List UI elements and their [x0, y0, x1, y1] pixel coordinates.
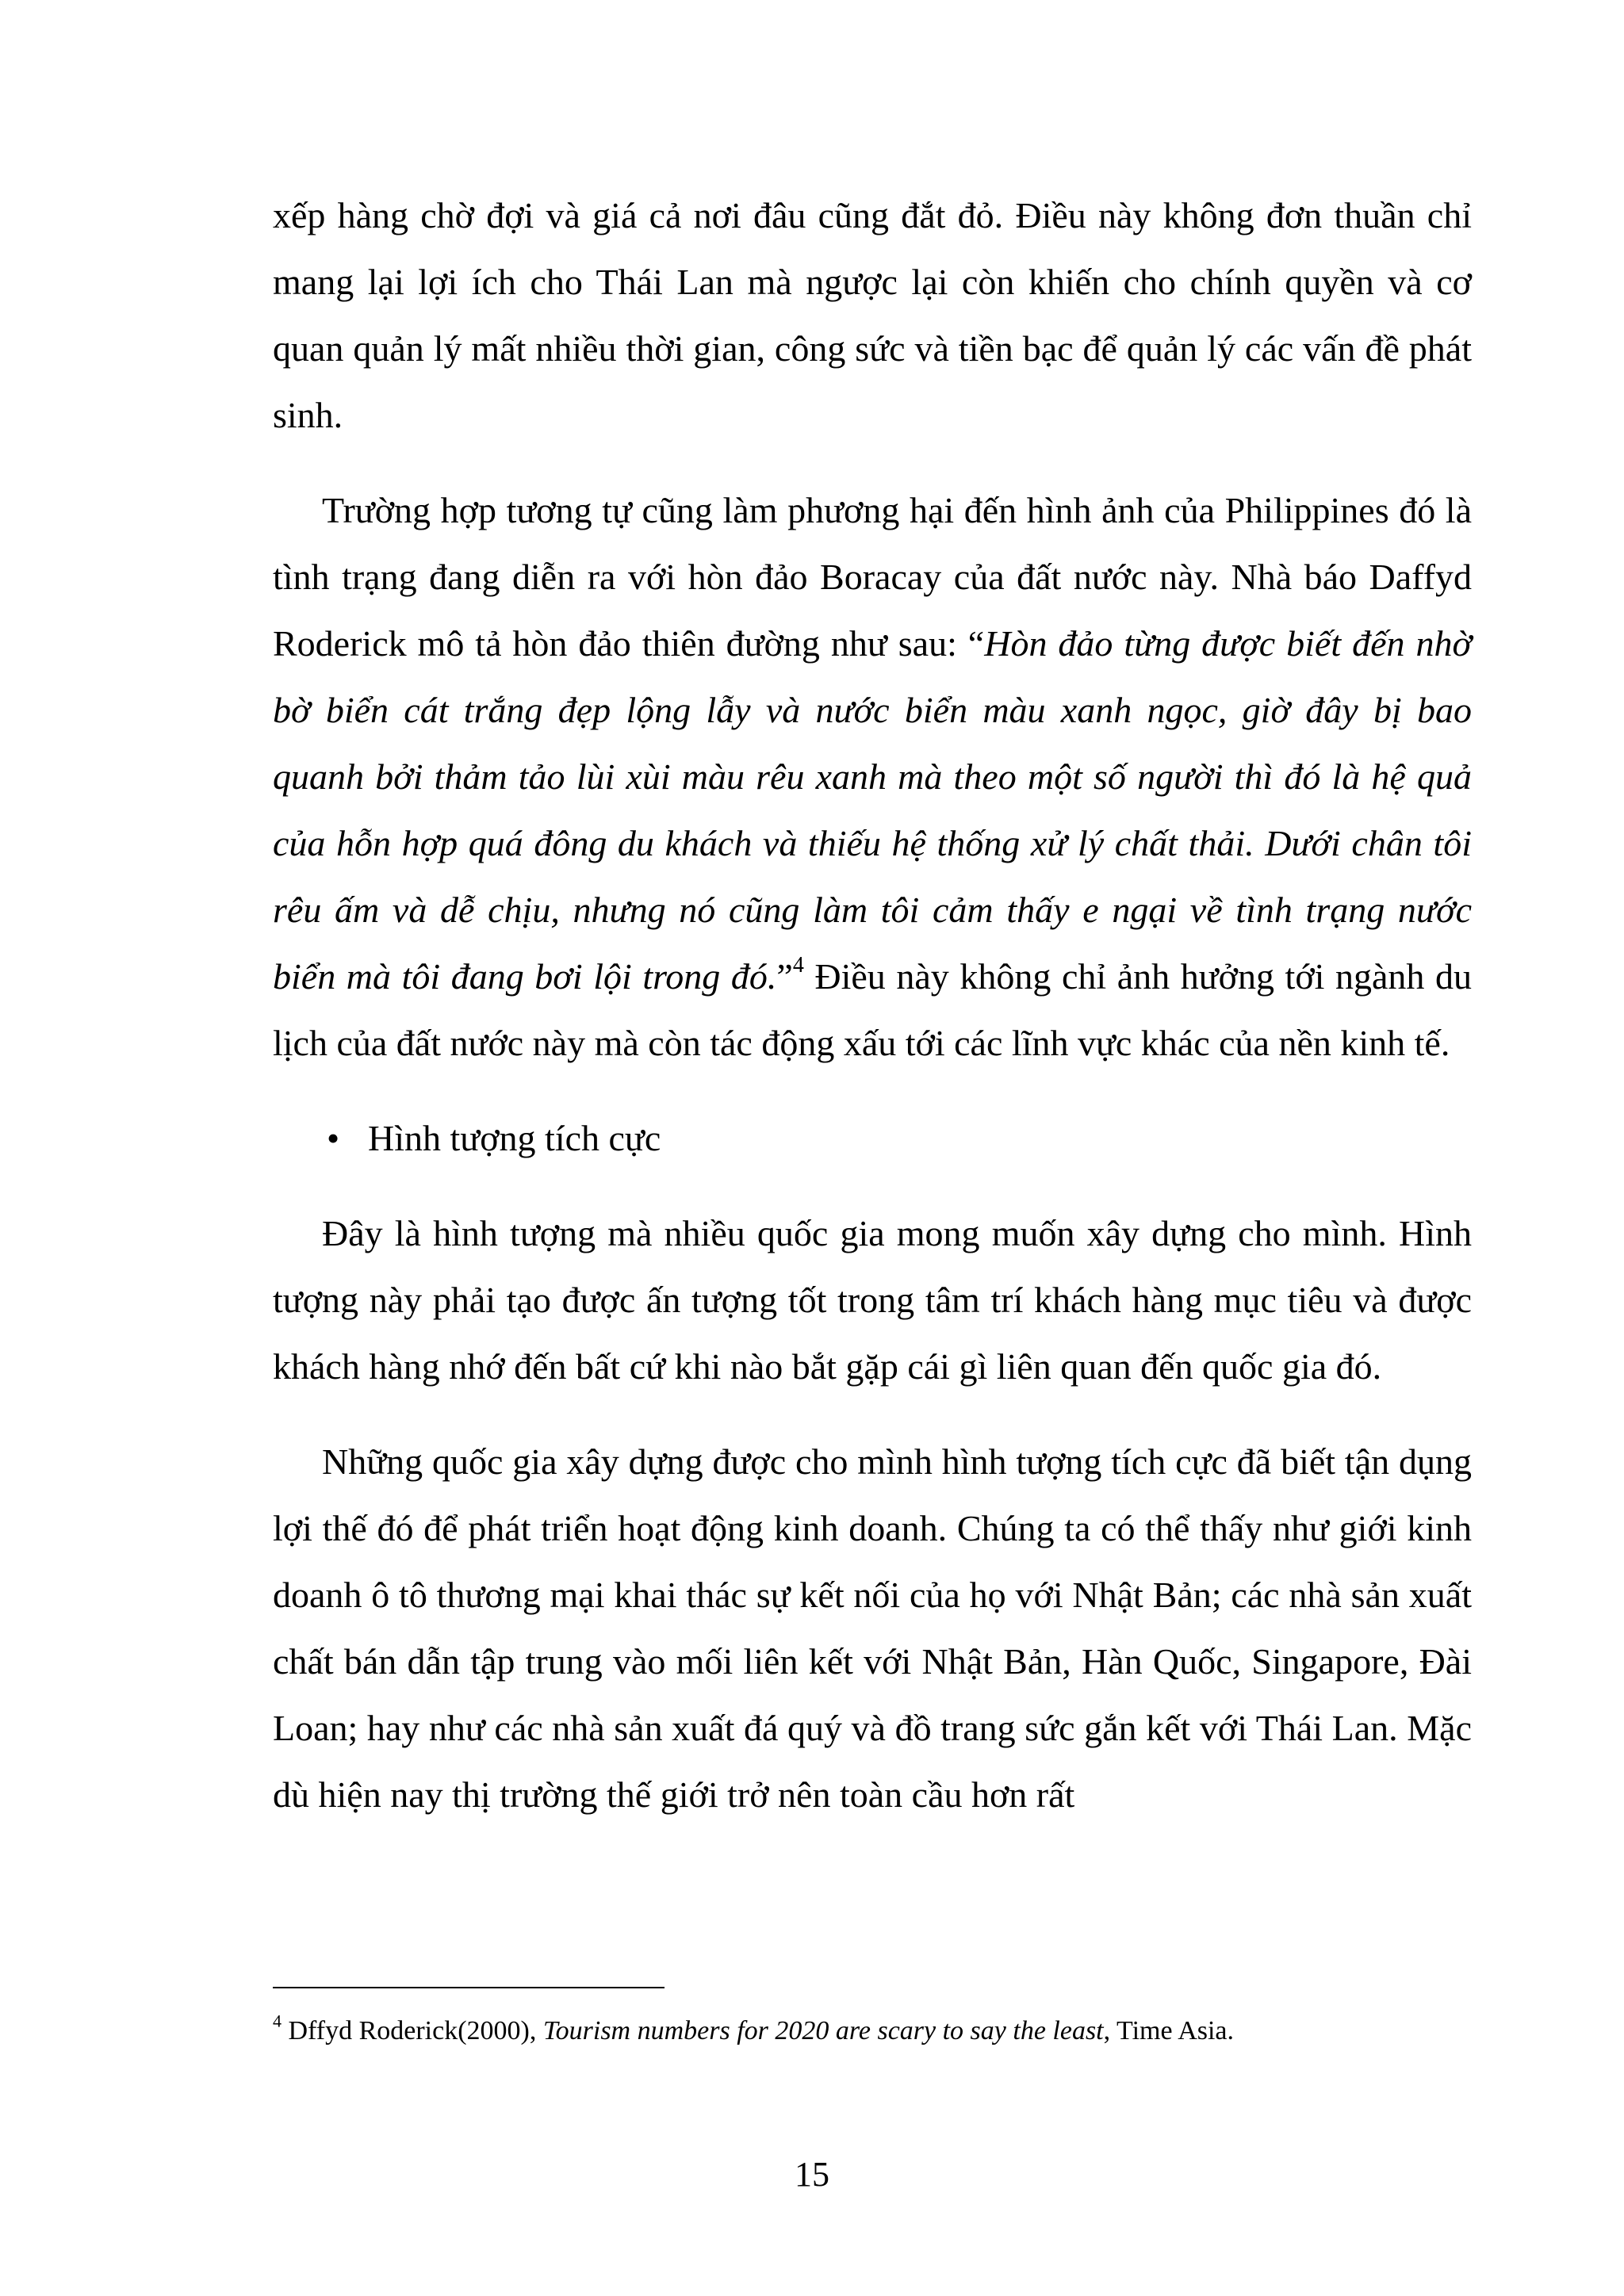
bullet-label: Hình tượng tích cực: [368, 1118, 661, 1158]
paragraph-countries: [273, 1429, 1472, 1828]
paragraph-text: Những quốc gia xây dựng được cho mình hình tượng tích cực đã biết tận dụng lợi thế đó để phát triển hoạt động kinh doanh. Chúng ta có thể thấy như giới kinh doanh ô tô thương mại khai thác sự kết nối của họ với Nhật Bản; các nhà sản xuất chất bán dẫn tập trung vào mối liên kết với Nhật Bản, Hàn Quốc, Singapore, Đài Loan; hay như các nhà sản xuất đá quý và đồ trang sức gắn kết với Thái Lan. Mặc dù hiện nay thị trường thế giới trở nên toàn cầu hơn rất: [273, 1441, 1472, 1815]
paragraph-boracay: [273, 477, 1472, 1077]
paragraph-text: xếp hàng chờ đợi và giá cả nơi đâu cũng đắt đỏ. Điều này không đơn thuần chỉ mang lại lợi ích cho Thái Lan mà ngược lại còn khiến cho chính quyền và cơ quan quản lý mất nhiều thời gian, công sức và tiền bạc để quản lý các vấn đề phát sinh.: [273, 195, 1472, 435]
quoted-passage: Hòn đảo từng được biết đến nhờ bờ biển cát trắng đẹp lộng lẫy và nước biển màu xanh ngọc, giờ đây bị bao quanh bởi thảm tảo lùi xùi màu rêu xanh mà theo một số người thì đó là hệ quả của hỗn hợp quá đông du khách và thiếu hệ thống xử lý chất thải. Dưới chân tôi rêu ấm và dễ chịu, nhưng nó cũng làm tôi cảm thấy e ngại về tình trạng nước biển mà tôi đang bơi lội trong đó.: [273, 623, 1472, 997]
footnote-author: Dffyd Roderick(2000),: [282, 2016, 543, 2045]
page-number: 15: [795, 2155, 829, 2194]
footnote-number: 4: [273, 2011, 282, 2031]
footnote-divider: [273, 1987, 665, 1988]
paragraph-text: Đây là hình tượng mà nhiều quốc gia mong muốn xây dựng cho mình. Hình tượng này phải tạo được ấn tượng tốt trong tâm trí khách hàng mục tiêu và được khách hàng nhớ đến bất cứ khi nào bắt gặp cái gì liên quan đến quốc gia đó.: [273, 1213, 1472, 1387]
closing-quote-mark: ”: [776, 956, 793, 997]
footnote: [273, 2011, 1472, 2049]
bullet-item: [273, 1105, 1472, 1172]
paragraph-continuation: [273, 182, 1472, 449]
footnote-reference[interactable]: 4: [792, 953, 804, 978]
footnote-source: , Time Asia.: [1103, 2016, 1235, 2045]
body-text: [273, 182, 1472, 1857]
footnote-title: Tourism numbers for 2020 are scary to say the least: [542, 2016, 1104, 2045]
paragraph-positive-image: [273, 1200, 1472, 1400]
bullet-icon: •: [327, 1118, 340, 1158]
paragraph-intro-text: Trường hợp tương tự cũng làm phương hại đến hình ảnh của Philippines đó là tình trạng đang diễn ra với hòn đảo Boracay của đất nước này. Nhà báo Daffyd Roderick mô tả hòn đảo thiên đường như sau: “: [273, 490, 1472, 664]
paragraph-rest-text: Điều này không chỉ ảnh hưởng tới ngành du lịch của đất nước này mà còn tác động xấu tới các lĩnh vực khác của nền kinh tế.: [273, 956, 1473, 1063]
